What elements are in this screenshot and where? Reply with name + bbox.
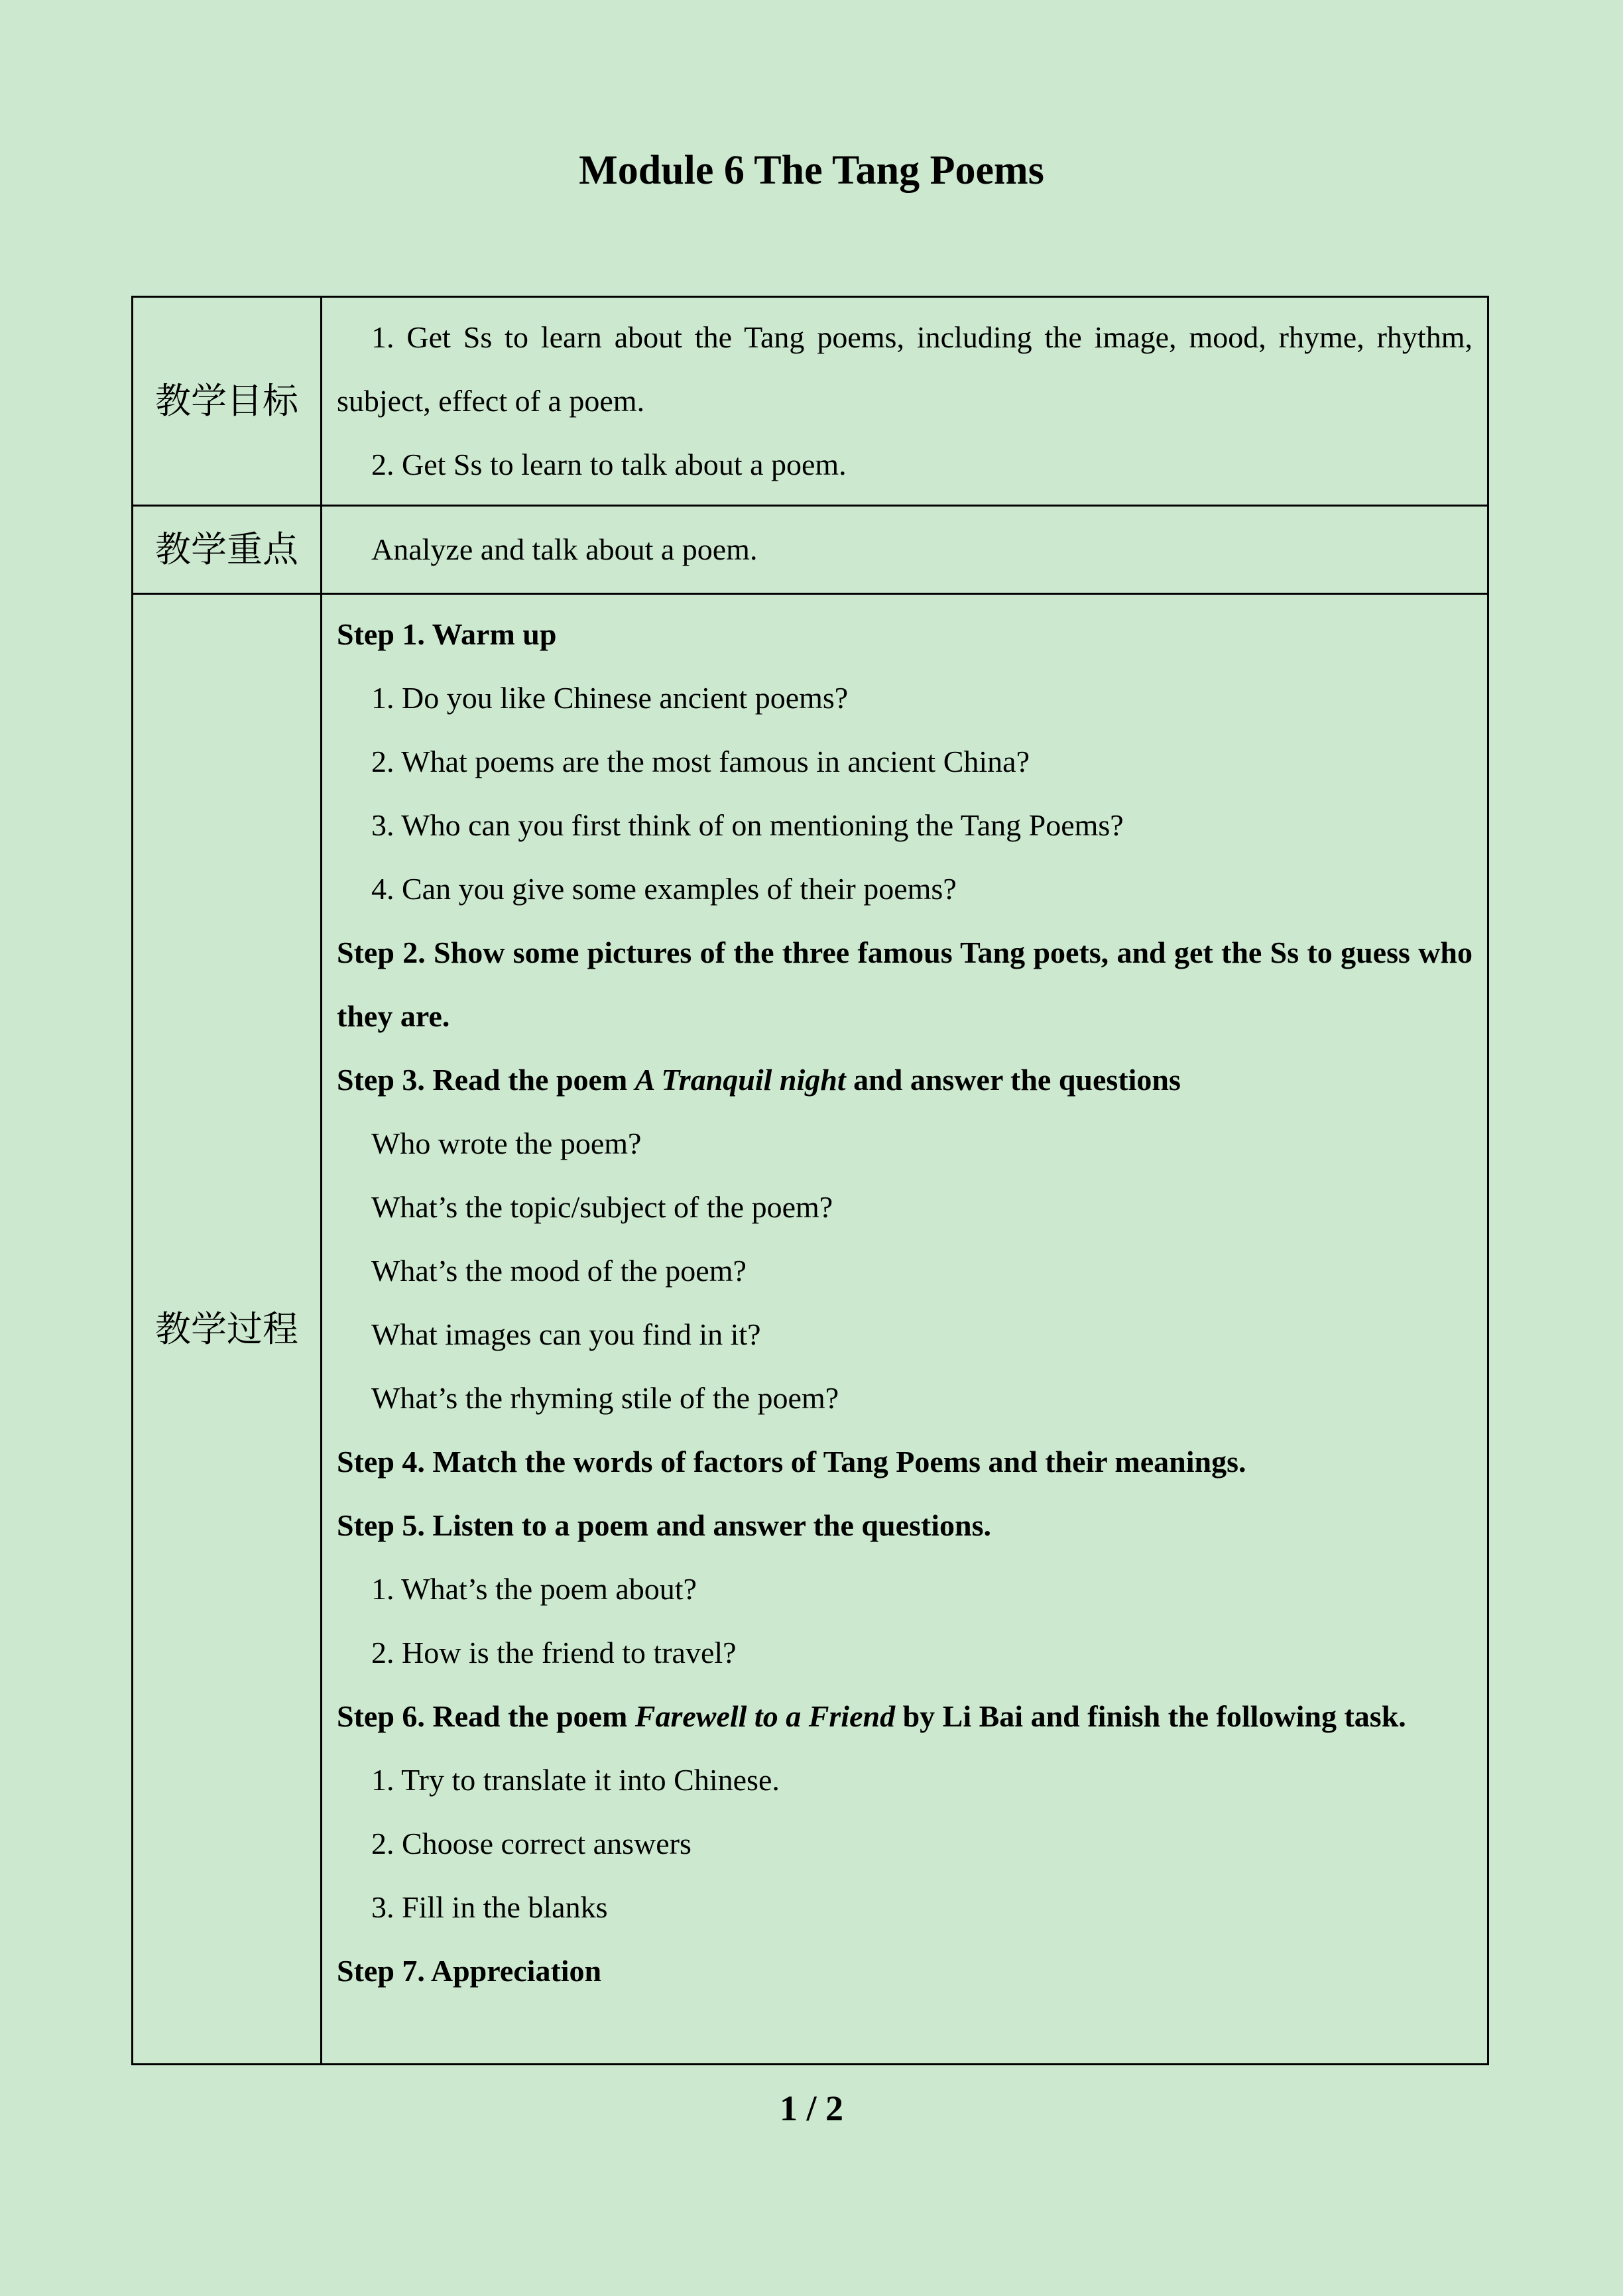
page-title: Module 6 The Tang Poems [579, 148, 1044, 193]
step-1-item: 1. Do you like Chinese ancient poems? [371, 681, 849, 715]
page-number: 1 / 2 [779, 2088, 843, 2128]
step-3-item: What’s the mood of the poem? [371, 1254, 747, 1288]
step-3-title-prefix: Step 3. Read the poem [337, 1063, 635, 1097]
process-content [322, 594, 1488, 2065]
step-1-item: 3. Who can you first think of on mentioning the Tang Poems? [371, 808, 1124, 842]
step-3-title-suffix: and answer the questions [845, 1063, 1181, 1097]
step-6-poem-title: Farewell to a Friend [634, 1699, 896, 1733]
step-1-title: Step 1. Warm up [337, 617, 557, 651]
step-5-title: Step 5. Listen to a poem and answer the questions. [337, 1508, 991, 1542]
table-row-process [133, 594, 1488, 2065]
goal-item: 1. Get Ss to learn about the Tang poems, including the image, mood, rhyme, rhythm, subject, effect of a poem. [337, 320, 1473, 418]
step-3-item: What’s the rhyming stile of the poem? [371, 1381, 839, 1415]
step-6-item: 2. Choose correct answers [371, 1827, 691, 1860]
step-6-item: 3. Fill in the blanks [371, 1890, 608, 1924]
step-3-poem-title: A Tranquil night [634, 1063, 846, 1097]
step-6-item: 1. Try to translate it into Chinese. [371, 1763, 780, 1797]
step-3-item: What’s the topic/subject of the poem? [371, 1190, 833, 1224]
table-row-focus [133, 506, 1488, 594]
process-label: 教学过程 [133, 594, 322, 2065]
focus-label: 教学重点 [133, 506, 322, 594]
step-3-item: What images can you find in it? [371, 1317, 761, 1351]
step-7-title: Step 7. Appreciation [337, 1954, 602, 1988]
step-3-title [337, 1048, 1473, 1112]
goals-content [322, 297, 1488, 506]
step-4-title: Step 4. Match the words of factors of Tang Poems and their meanings. [337, 1445, 1246, 1479]
step-1-item: 4. Can you give some examples of their poems? [371, 872, 957, 906]
lesson-plan-table [131, 296, 1489, 2065]
step-5-item: 1. What’s the poem about? [371, 1572, 697, 1606]
table-row-goals [133, 297, 1488, 506]
step-3-item: Who wrote the poem? [371, 1126, 642, 1160]
focus-text: Analyze and talk about a poem. [371, 532, 758, 566]
focus-content [322, 506, 1488, 594]
goal-item: 2. Get Ss to learn to talk about a poem. [371, 448, 847, 481]
step-2-title: Step 2. Show some pictures of the three famous Tang poets, and get the Ss to guess who they are. [337, 936, 1473, 1033]
goals-label: 教学目标 [133, 297, 322, 506]
step-6-title-suffix: by Li Bai and finish the following task. [895, 1699, 1406, 1733]
step-6-title-prefix: Step 6. Read the poem [337, 1699, 635, 1733]
step-6-title [337, 1685, 1473, 1748]
step-5-item: 2. How is the friend to travel? [371, 1636, 737, 1669]
step-1-item: 2. What poems are the most famous in ancient China? [371, 745, 1030, 778]
